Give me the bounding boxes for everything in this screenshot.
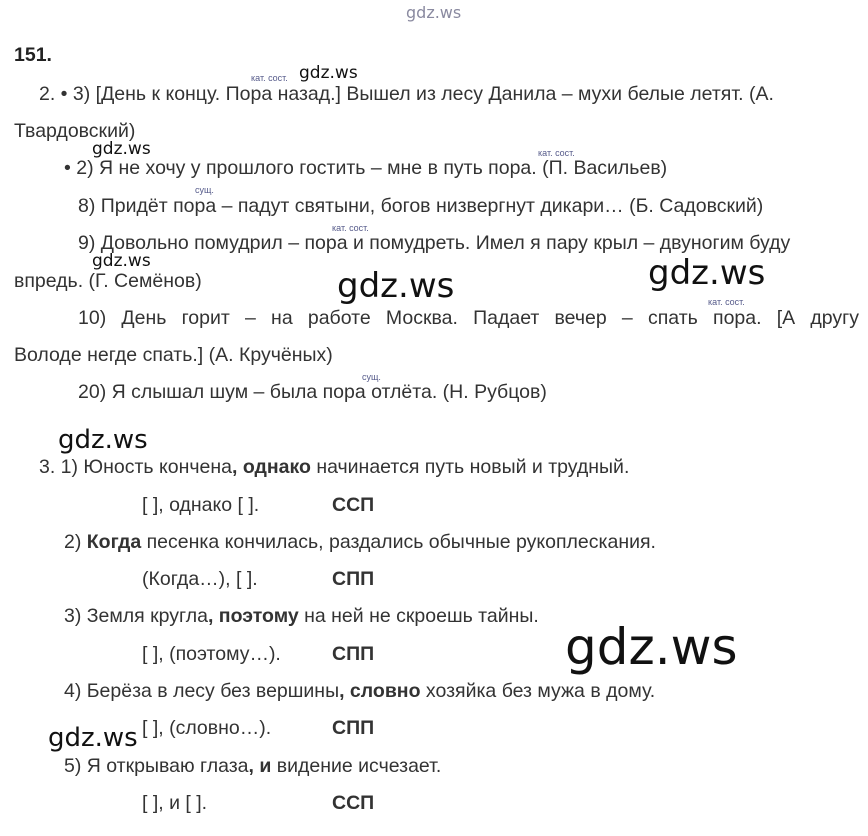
sentence-line: 2) Когда песенка кончилась, раздались обычные рукоплескания. [64, 531, 656, 553]
sentence-line: 4) Берёза в лесу без вершины, словно хозяйка без мужа в дому. [64, 680, 656, 702]
sentence-line: • 2) Я не хочу у прошлого гостить – мне в путь пора. (П. Васильев) [64, 157, 668, 179]
annotation-kat-sost: кат. сост. [538, 148, 575, 158]
annotation-sushch: сущ. [362, 372, 381, 382]
sentence-line: 9) Довольно помудрил – пора и помудреть. Имел я пару крыл – двуногим буду [78, 232, 791, 254]
sentence-line: 5) Я открываю глаза, и видение исчезает. [64, 755, 442, 777]
watermark-top: gdz.ws [406, 3, 462, 22]
watermark: gdz.ws [48, 723, 138, 753]
watermark: gdz.ws [337, 266, 455, 306]
watermark: gdz.ws [299, 63, 358, 83]
watermark: gdz.ws [92, 139, 151, 159]
sentence-scheme: [ ], (словно…). [142, 717, 272, 739]
watermark: gdz.ws [92, 251, 151, 271]
sentence-scheme: [ ], и [ ]. [142, 792, 208, 814]
watermark: gdz.ws [565, 618, 738, 676]
sentence-line: 10) День горит – на работе Москва. Падает вечер – спать пора. [А другу [78, 307, 859, 329]
sentence-line: 3) Земля кругла, поэтому на ней не скроешь тайны. [64, 605, 539, 627]
sentence-line: Володе негде спать.] (А. Кручёных) [14, 344, 333, 366]
sentence-scheme: (Когда…), [ ]. [142, 568, 258, 590]
sentence-type: ССП [332, 792, 375, 814]
sentence-line: 3. 1) Юность кончена, однако начинается путь новый и трудный. [39, 456, 630, 478]
sentence-line: Твардовский) [14, 120, 136, 142]
sentence-type: СПП [332, 643, 375, 665]
sentence-type: СПП [332, 568, 375, 590]
watermark: gdz.ws [58, 425, 148, 455]
sentence-scheme: [ ], однако [ ]. [142, 494, 260, 516]
sentence-line: 8) Придёт пора – падут святыни, богов низвергнут дикари… (Б. Садовский) [78, 195, 764, 217]
sentence-scheme: [ ], (поэтому…). [142, 643, 281, 665]
sentence-type: СПП [332, 717, 375, 739]
watermark: gdz.ws [648, 253, 766, 293]
task-number: 151. [14, 44, 52, 66]
annotation-kat-sost: кат. сост. [251, 73, 288, 83]
sentence-type: ССП [332, 494, 375, 516]
annotation-sushch: сущ. [195, 185, 214, 195]
sentence-line: впредь. (Г. Семёнов) [14, 270, 202, 292]
sentence-line: 20) Я слышал шум – была пора отлёта. (Н. Рубцов) [78, 381, 547, 403]
sentence-line: 2. • 3) [День к концу. Пора назад.] Вышел из лесу Данила – мухи белые летят. (А. [39, 83, 774, 105]
annotation-kat-sost: кат. сост. [708, 297, 745, 307]
annotation-kat-sost: кат. сост. [332, 223, 369, 233]
